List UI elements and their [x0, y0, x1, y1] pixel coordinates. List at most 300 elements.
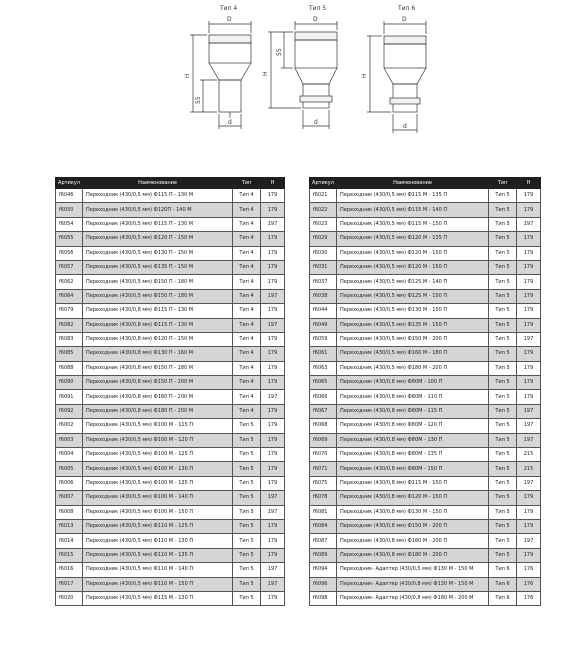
cell-name: Переходник (430/0,5 мм) Ф100 М - 120 П — [83, 433, 233, 447]
cell-name: Переходник (430/0,5 мм) Ф100 М - 150 П — [83, 505, 233, 519]
cell-name: Переходник (430/0,5 мм) Ф110 М - 140 П — [83, 563, 233, 577]
cell-type: Тип 5 — [489, 376, 517, 390]
cell-type: Тип 4 — [233, 318, 261, 332]
table-row — [56, 289, 285, 303]
cell-article: f6098 — [310, 591, 337, 605]
table-row — [56, 275, 285, 289]
cell-name: Переходник (430/0,8 мм) Ф130 М - 150 П — [337, 505, 489, 519]
type5-drawing — [268, 21, 337, 129]
cell-article: f6065 — [310, 376, 337, 390]
cell-type: Тип 4 — [233, 289, 261, 303]
cell-type: Тип 4 — [233, 404, 261, 418]
cell-h: 197 — [261, 577, 285, 591]
table-row — [310, 189, 541, 203]
cell-h: 179 — [261, 361, 285, 375]
cell-name: Переходник (430/0,5 мм) Ф125 М - 150 П — [337, 289, 489, 303]
cell-article: f6038 — [310, 289, 337, 303]
cell-name: Переходник (430/0,5 мм) Ф180 М - 200 П — [337, 361, 489, 375]
cell-article: f6089 — [310, 548, 337, 562]
table-row — [56, 591, 285, 605]
table-row — [56, 491, 285, 505]
cell-h: 179 — [517, 304, 541, 318]
cell-type: Тип 4 — [233, 203, 261, 217]
cell-name: Переходник (430/0,8 мм) Ф150 М - 200 П — [337, 519, 489, 533]
cell-type: Тип 5 — [233, 462, 261, 476]
cell-h: 197 — [261, 505, 285, 519]
table-row — [310, 476, 541, 490]
cell-name: Переходник (430/0,8 мм) Ф120 П - 150 М — [83, 332, 233, 346]
cell-type: Тип 5 — [489, 318, 517, 332]
cell-h: 215 — [517, 462, 541, 476]
type4-55-label: 55 — [195, 96, 202, 104]
cell-name: Переходник (430/0,8 мм) Ф80М - 120 П — [337, 419, 489, 433]
cell-name: Переходник (430/0,5 мм) Ф115 М - 130 П — [83, 591, 233, 605]
cell-article: f6054 — [56, 217, 83, 231]
cell-name: Переходник (430/0,8 мм) Ф120 М - 150 П — [337, 491, 489, 505]
cell-type: Тип 5 — [489, 332, 517, 346]
type5-55-label: 55 — [276, 48, 283, 56]
cell-name: Переходник (430/0,8 мм) Ф180 П - 200 М — [83, 404, 233, 418]
cell-h: 179 — [261, 548, 285, 562]
cell-type: Тип 5 — [489, 361, 517, 375]
table-header-row — [56, 178, 285, 189]
table-row — [56, 246, 285, 260]
type5-H-label: H — [262, 71, 269, 76]
left-table-body — [56, 189, 285, 606]
cell-article: f6067 — [310, 404, 337, 418]
cell-type: Тип 6 — [489, 563, 517, 577]
cell-h: 179 — [261, 376, 285, 390]
cell-type: Тип 4 — [233, 246, 261, 260]
cell-type: Тип 5 — [233, 534, 261, 548]
cell-article: f6068 — [310, 419, 337, 433]
cell-article: f6007 — [56, 491, 83, 505]
cell-type: Тип 5 — [489, 203, 517, 217]
cell-article: f6075 — [310, 476, 337, 490]
table-row — [310, 347, 541, 361]
table-row — [56, 548, 285, 562]
cell-h: 179 — [261, 448, 285, 462]
cell-article: f6008 — [56, 505, 83, 519]
header-article: Артикул — [310, 178, 337, 189]
cell-h: 179 — [517, 318, 541, 332]
cell-article: f6087 — [310, 534, 337, 548]
cell-type: Тип 6 — [489, 577, 517, 591]
cell-name: Переходник (430/0,5 мм) Ф100 М - 115 П — [83, 419, 233, 433]
cell-h: 215 — [517, 448, 541, 462]
cell-article: f6030 — [310, 246, 337, 260]
cell-h: 197 — [261, 217, 285, 231]
cell-article: f6084 — [310, 519, 337, 533]
cell-article: f6003 — [56, 433, 83, 447]
cell-name: Переходник (430/0,8 мм) Ф180 М - 200 П — [337, 548, 489, 562]
table-row — [56, 318, 285, 332]
cell-h: 179 — [517, 505, 541, 519]
type4-H-label: H — [184, 73, 191, 78]
cell-h: 197 — [261, 390, 285, 404]
cell-name: Переходник (430/0,5 мм) Ф100 М - 125 П — [83, 448, 233, 462]
table-row — [310, 419, 541, 433]
cell-name: Переходник (430/0,8 мм) Ф115 М - 150 П — [337, 476, 489, 490]
cell-type: Тип 5 — [233, 548, 261, 562]
cell-h: 176 — [517, 591, 541, 605]
cell-article: f6079 — [56, 304, 83, 318]
header-h: H — [261, 178, 285, 189]
cell-article: f6016 — [56, 563, 83, 577]
cell-h: 179 — [261, 332, 285, 346]
cell-type: Тип 5 — [233, 491, 261, 505]
cell-name: Переходник (430/0,5 мм) Ф100 М - 130 П — [83, 462, 233, 476]
cell-type: Тип 5 — [489, 519, 517, 533]
cell-name: Переходник- Адаптер (430/0,8 мм) Ф180 М - 200 М — [337, 591, 489, 605]
table-row — [56, 390, 285, 404]
cell-type: Тип 4 — [233, 275, 261, 289]
cell-article: f6085 — [56, 347, 83, 361]
cell-h: 179 — [517, 519, 541, 533]
cell-type: Тип 5 — [233, 505, 261, 519]
cell-article: f6070 — [310, 448, 337, 462]
type4-D-label: D — [227, 16, 232, 23]
cell-h: 197 — [517, 534, 541, 548]
cell-type: Тип 5 — [233, 476, 261, 490]
header-name: Наименование — [83, 178, 233, 189]
type6-d-label: d — [403, 123, 407, 130]
cell-h: 197 — [517, 433, 541, 447]
cell-name: Переходник (430/0,8 мм) Ф160 П - 200 М — [83, 390, 233, 404]
cell-article: f6082 — [56, 318, 83, 332]
table-row — [56, 419, 285, 433]
table-row — [310, 232, 541, 246]
cell-article: f6002 — [56, 419, 83, 433]
cell-type: Тип 5 — [489, 505, 517, 519]
table-row — [310, 332, 541, 346]
cell-type: Тип 4 — [233, 361, 261, 375]
cell-h: 179 — [517, 548, 541, 562]
header-h: H — [517, 178, 541, 189]
cell-h: 179 — [261, 232, 285, 246]
cell-name: Переходник (430/0,5 мм) Ф110 М - 130 П — [83, 534, 233, 548]
cell-type: Тип 5 — [233, 563, 261, 577]
header-type: Тип — [489, 178, 517, 189]
cell-name: Переходник (430/0,5 мм) Ф115 П - 130 М — [83, 217, 233, 231]
cell-name: Переходник (430/0,5 мм) Ф120 П - 150 М — [83, 232, 233, 246]
cell-type: Тип 5 — [233, 448, 261, 462]
cell-type: Тип 4 — [233, 189, 261, 203]
cell-name: Переходник (430/0,8 мм) Ф80М - 110 П — [337, 390, 489, 404]
cell-type: Тип 5 — [489, 476, 517, 490]
table-row — [310, 246, 541, 260]
table-row — [310, 404, 541, 418]
cell-h: 179 — [261, 462, 285, 476]
cell-article: f6091 — [56, 390, 83, 404]
cell-type: Тип 5 — [489, 491, 517, 505]
cell-h: 179 — [517, 376, 541, 390]
cell-name: Переходник (430/0,5 мм) Ф115 М - 150 П — [337, 217, 489, 231]
table-row — [56, 476, 285, 490]
table-row — [56, 563, 285, 577]
cell-type: Тип 4 — [233, 217, 261, 231]
cell-article: f6078 — [310, 491, 337, 505]
right-table-body — [310, 189, 541, 606]
cell-h: 179 — [261, 347, 285, 361]
cell-name: Переходник (430/0,5 мм) Ф100 М - 135 П — [83, 476, 233, 490]
cell-h: 179 — [261, 419, 285, 433]
cell-article: f6046 — [56, 189, 83, 203]
cell-h: 197 — [261, 289, 285, 303]
cell-h: 197 — [517, 419, 541, 433]
type5-title: Тип 5 — [309, 5, 327, 12]
table-header-row — [310, 178, 541, 189]
cell-name: Переходник (430/0,5 мм) Ф115 М - 135 П — [337, 189, 489, 203]
cell-name: Переходник (430/0,5 мм) Ф120 М - 135 П — [337, 232, 489, 246]
cell-h: 179 — [261, 246, 285, 260]
cell-type: Тип 5 — [489, 433, 517, 447]
cell-type: Тип 5 — [489, 260, 517, 274]
cell-name: Переходник (430/0,5 мм) Ф120 М - 150 П — [337, 246, 489, 260]
cell-type: Тип 5 — [489, 448, 517, 462]
cell-name: Переходник (430/0,8 мм) Ф130 П - 160 М — [83, 347, 233, 361]
table-row — [310, 448, 541, 462]
table-row — [310, 318, 541, 332]
cell-article: f6096 — [310, 577, 337, 591]
cell-h: 179 — [517, 491, 541, 505]
cell-name: Переходник (430/0,5 мм) Ф120П - 140 М — [83, 203, 233, 217]
cell-h: 179 — [517, 347, 541, 361]
cell-type: Тип 4 — [233, 260, 261, 274]
cell-article: f6063 — [310, 361, 337, 375]
table-row — [310, 289, 541, 303]
cell-h: 179 — [517, 361, 541, 375]
table-row — [310, 563, 541, 577]
table-row — [310, 260, 541, 274]
table-row — [56, 376, 285, 390]
cell-name: Переходник (430/0,8 мм) Ф80М - 115 П — [337, 404, 489, 418]
cell-type: Тип 5 — [489, 289, 517, 303]
cell-type: Тип 4 — [233, 332, 261, 346]
left-product-table — [55, 177, 285, 606]
table-row — [310, 217, 541, 231]
table-row — [56, 332, 285, 346]
table-row — [56, 534, 285, 548]
cell-type: Тип 5 — [489, 462, 517, 476]
cell-h: 179 — [261, 519, 285, 533]
cell-h: 176 — [517, 563, 541, 577]
cell-article: f6015 — [56, 548, 83, 562]
cell-h: 179 — [517, 390, 541, 404]
type6-H-label: H — [361, 73, 368, 78]
cell-type: Тип 5 — [489, 419, 517, 433]
type5-D-label: D — [313, 16, 318, 23]
cell-article: f6094 — [310, 563, 337, 577]
cell-h: 179 — [517, 246, 541, 260]
cell-article: f6081 — [310, 505, 337, 519]
cell-type: Тип 5 — [233, 519, 261, 533]
cell-type: Тип 5 — [489, 275, 517, 289]
table-row — [56, 404, 285, 418]
table-row — [56, 505, 285, 519]
table-row — [310, 275, 541, 289]
cell-name: Переходник (430/0,5 мм) Ф125 М - 140 П — [337, 275, 489, 289]
cell-name: Переходник (430/0,5 мм) Ф150 П - 180 М — [83, 275, 233, 289]
cell-article: f6004 — [56, 448, 83, 462]
table-row — [310, 519, 541, 533]
table-row — [56, 433, 285, 447]
cell-h: 179 — [517, 232, 541, 246]
table-row — [56, 232, 285, 246]
table-row — [56, 448, 285, 462]
table-row — [56, 519, 285, 533]
table-row — [310, 534, 541, 548]
cell-h: 179 — [261, 591, 285, 605]
table-row — [310, 203, 541, 217]
cell-article: f6071 — [310, 462, 337, 476]
cell-type: Тип 6 — [489, 591, 517, 605]
cell-type: Тип 5 — [489, 404, 517, 418]
cell-h: 197 — [517, 476, 541, 490]
table-row — [310, 491, 541, 505]
cell-h: 179 — [261, 304, 285, 318]
cell-type: Тип 5 — [489, 390, 517, 404]
cell-h: 176 — [517, 577, 541, 591]
cell-article: f6005 — [56, 462, 83, 476]
cell-type: Тип 5 — [489, 534, 517, 548]
cell-h: 197 — [261, 563, 285, 577]
table-row — [56, 260, 285, 274]
cell-h: 179 — [261, 275, 285, 289]
cell-h: 197 — [261, 491, 285, 505]
cell-name: Переходник (430/0,8 мм) Ф80М - 100 П — [337, 376, 489, 390]
cell-h: 179 — [261, 404, 285, 418]
cell-name: Переходник (430/0,5 мм) Ф110 М - 150 П — [83, 577, 233, 591]
cell-type: Тип 5 — [233, 433, 261, 447]
table-row — [310, 505, 541, 519]
cell-article: f6066 — [310, 390, 337, 404]
cell-name: Переходник (430/0,5 мм) Ф130 М - 150 П — [337, 304, 489, 318]
cell-article: f6049 — [310, 318, 337, 332]
cell-article: f6088 — [56, 361, 83, 375]
cell-name: Переходник (430/0,5 мм) Ф115 М - 140 П — [337, 203, 489, 217]
cell-h: 179 — [517, 275, 541, 289]
cell-type: Тип 5 — [489, 347, 517, 361]
cell-article: f6023 — [310, 217, 337, 231]
table-row — [310, 433, 541, 447]
cell-type: Тип 5 — [489, 548, 517, 562]
cell-article: f6050 — [56, 203, 83, 217]
cell-article: f6059 — [310, 332, 337, 346]
table-row — [310, 548, 541, 562]
cell-type: Тип 5 — [233, 577, 261, 591]
cell-type: Тип 4 — [233, 347, 261, 361]
cell-name: Переходник- Адаптер (430/0,5 мм) Ф130 М - 150 М — [337, 563, 489, 577]
cell-article: f6013 — [56, 519, 83, 533]
table-row — [56, 347, 285, 361]
table-row — [310, 462, 541, 476]
table-row — [56, 304, 285, 318]
table-row — [310, 361, 541, 375]
cell-name: Переходник (430/0,8 мм) Ф80М - 135 П — [337, 448, 489, 462]
cell-article: f6062 — [56, 275, 83, 289]
cell-name: Переходник (430/0,5 мм) Ф110 М - 125 П — [83, 519, 233, 533]
table-row — [310, 577, 541, 591]
cell-name: Переходник (430/0,5 мм) Ф130 П - 150 М — [83, 246, 233, 260]
cell-name: Переходник- Адаптер (430/0,8 мм) Ф130 М - 150 М — [337, 577, 489, 591]
cell-name: Переходник (430/0,5 мм) Ф160 М - 180 П — [337, 347, 489, 361]
table-row — [310, 304, 541, 318]
cell-h: 197 — [261, 318, 285, 332]
cell-h: 197 — [517, 404, 541, 418]
table-row — [56, 203, 285, 217]
cell-name: Переходник (430/0,8 мм) Ф160 М - 200 П — [337, 534, 489, 548]
cell-type: Тип 4 — [233, 232, 261, 246]
type6-title: Тип 6 — [398, 5, 416, 12]
cell-name: Переходник (430/0,5 мм) Ф150 П - 180 М — [83, 289, 233, 303]
cell-article: f6021 — [310, 189, 337, 203]
cell-type: Тип 4 — [233, 304, 261, 318]
cell-name: Переходник (430/0,5 мм) Ф150 М - 200 П — [337, 332, 489, 346]
cell-name: Переходник (430/0,8 мм) Ф115 П - 130 М — [83, 304, 233, 318]
cell-name: Переходник (430/0,5 мм) Ф110 М - 135 П — [83, 548, 233, 562]
cell-type: Тип 5 — [233, 419, 261, 433]
cell-type: Тип 5 — [233, 591, 261, 605]
cell-article: f6022 — [310, 203, 337, 217]
table-row — [310, 376, 541, 390]
cell-type: Тип 5 — [489, 232, 517, 246]
cell-article: f6037 — [310, 275, 337, 289]
right-product-table — [309, 177, 541, 606]
cell-type: Тип 5 — [489, 217, 517, 231]
cell-h: 179 — [261, 260, 285, 274]
cell-article: f6017 — [56, 577, 83, 591]
cell-type: Тип 4 — [233, 376, 261, 390]
cell-h: 179 — [261, 476, 285, 490]
cell-name: Переходник (430/0,8 мм) Ф80М - 130 П — [337, 433, 489, 447]
type4-drawing — [190, 21, 251, 129]
cell-name: Переходник (430/0,8 мм) Ф150 П - 200 М — [83, 376, 233, 390]
cell-name: Переходник (430/0,5 мм) Ф135 П - 150 М — [83, 260, 233, 274]
cell-article: f6020 — [56, 591, 83, 605]
cell-article: f6092 — [56, 404, 83, 418]
type4-title: Тип 4 — [220, 5, 238, 12]
cell-article: f6029 — [310, 232, 337, 246]
cell-type: Тип 5 — [489, 189, 517, 203]
cell-article: f6069 — [310, 433, 337, 447]
table-row — [56, 577, 285, 591]
cell-article: f6014 — [56, 534, 83, 548]
cell-h: 197 — [517, 217, 541, 231]
cell-h: 179 — [261, 189, 285, 203]
cell-name: Переходник (430/0,5 мм) Ф120 М - 150 П — [337, 260, 489, 274]
cell-article: f6006 — [56, 476, 83, 490]
cell-name: Переходник (430/0,5 мм) Ф135 М - 150 П — [337, 318, 489, 332]
table-row — [56, 361, 285, 375]
cell-h: 197 — [517, 332, 541, 346]
cell-article: f6056 — [56, 246, 83, 260]
cell-name: Переходник (430/0,8 мм) Ф80М - 150 П — [337, 462, 489, 476]
cell-article: f6057 — [56, 260, 83, 274]
adapter-diagrams — [0, 0, 584, 170]
cell-h: 179 — [261, 433, 285, 447]
type6-drawing — [367, 21, 426, 133]
cell-h: 179 — [261, 534, 285, 548]
cell-type: Тип 5 — [489, 246, 517, 260]
cell-name: Переходник (430/0,5 мм) Ф100 М - 140 П — [83, 491, 233, 505]
cell-name: Переходник (430/0,8 мм) Ф150 П - 180 М — [83, 361, 233, 375]
cell-h: 179 — [517, 260, 541, 274]
cell-article: f6090 — [56, 376, 83, 390]
cell-article: f6044 — [310, 304, 337, 318]
cell-article: f6031 — [310, 260, 337, 274]
table-row — [56, 189, 285, 203]
